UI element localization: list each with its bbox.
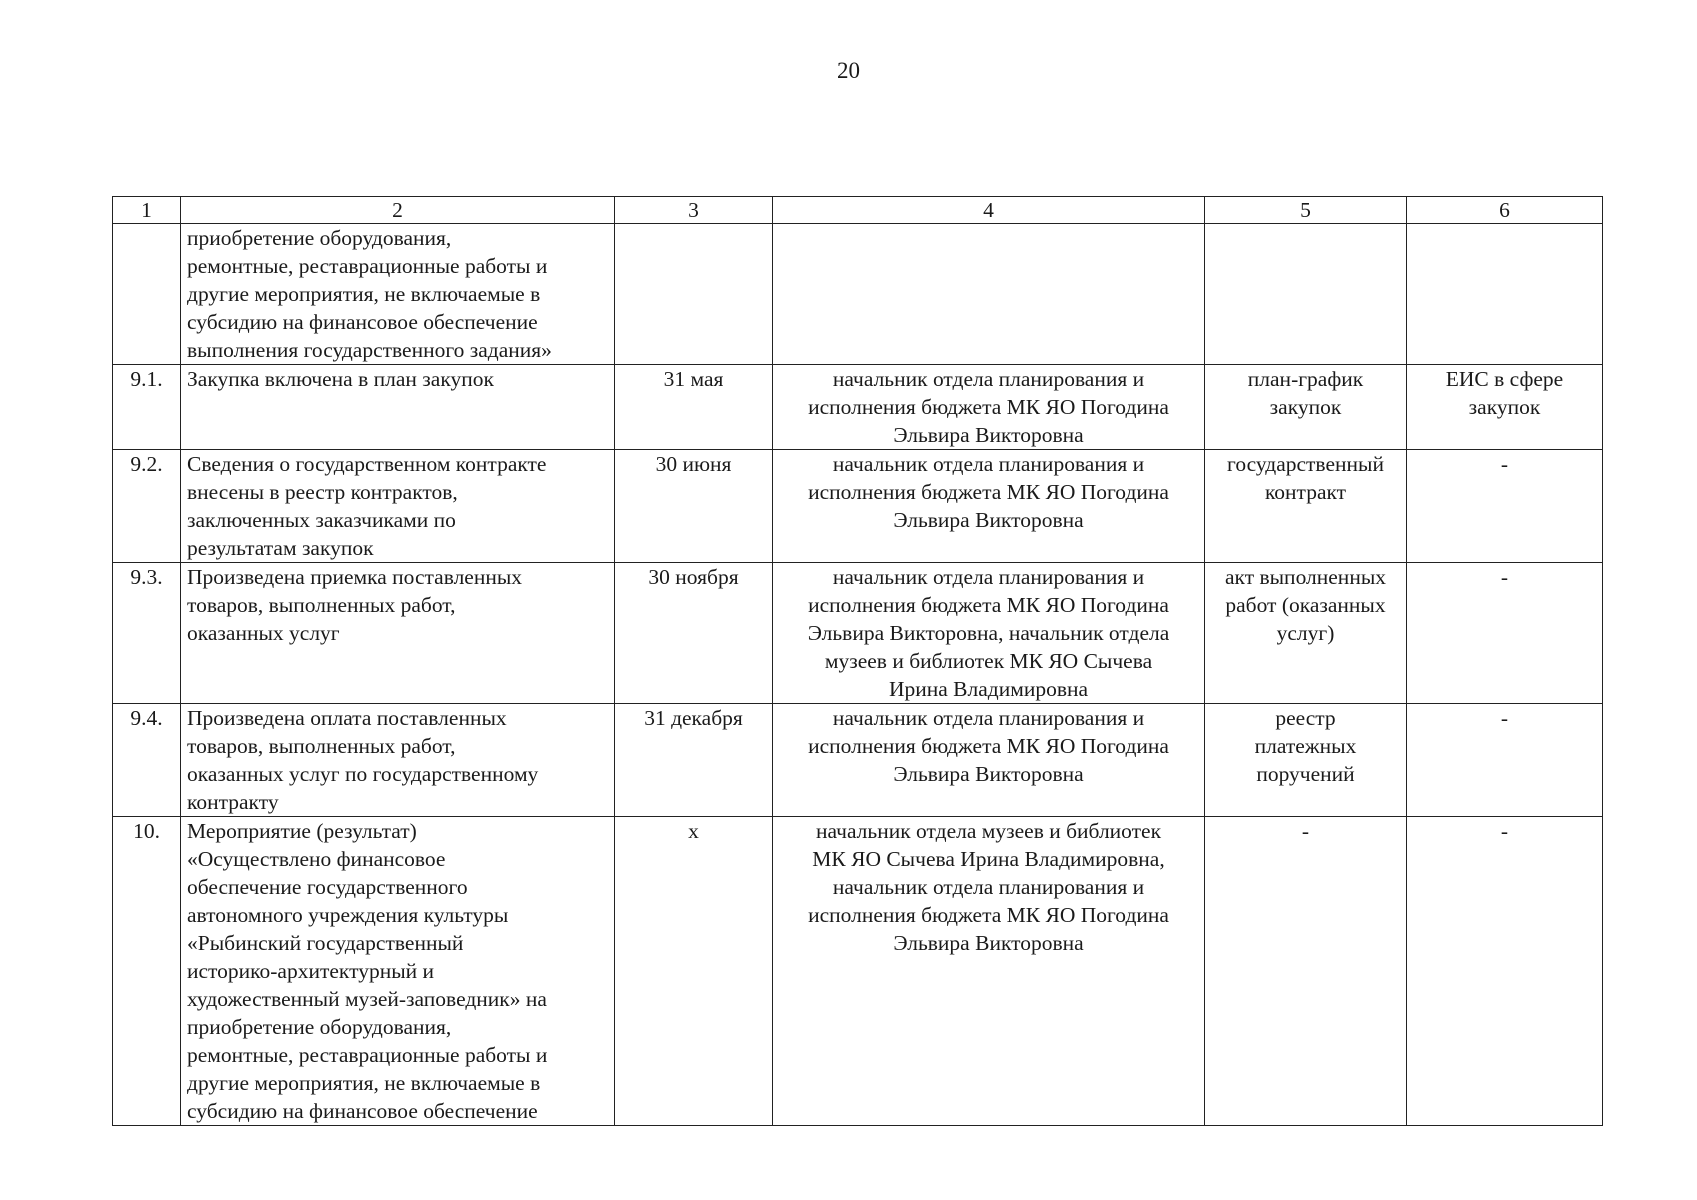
document-text-line: услуг) <box>1276 621 1335 645</box>
responsible-text-line: начальник отдела планирования и <box>832 706 1145 730</box>
activity-text-line: приобретение оборудования, <box>187 1015 452 1039</box>
header-cell: 6 <box>1407 197 1603 224</box>
document-text-line: - <box>1301 819 1310 843</box>
system-text-line: - <box>1500 565 1509 589</box>
header-cell: 3 <box>615 197 773 224</box>
responsible-cell <box>773 224 1205 365</box>
responsible-text-line: исполнения бюджета МК ЯО Погодина <box>808 903 1169 927</box>
activity-cell <box>181 817 615 1126</box>
responsible-text-line: начальник отдела планирования и <box>832 875 1145 899</box>
deadline-cell <box>615 224 773 365</box>
activity-text-line: художественный музей-заповедник» на <box>187 987 547 1011</box>
responsible-text-line: Эльвира Викторовна <box>893 931 1084 955</box>
row-number-cell: 9.4. <box>113 704 181 817</box>
system-cell <box>1407 817 1603 1126</box>
table-row <box>113 450 1603 563</box>
system-text-line: ЕИС в сфере <box>1445 367 1564 391</box>
header-cell: 4 <box>773 197 1205 224</box>
activity-text-line: заключенных заказчиками по <box>187 508 456 532</box>
deadline-cell: х <box>615 817 773 1126</box>
table-row <box>113 704 1603 817</box>
activity-cell <box>181 450 615 563</box>
document-text-line: закупок <box>1269 395 1342 419</box>
table-row <box>113 365 1603 450</box>
responsible-text-line: исполнения бюджета МК ЯО Погодина <box>808 734 1169 758</box>
deadline-cell: 30 ноября <box>615 563 773 704</box>
table-row <box>113 817 1603 1126</box>
activity-text-line: другие мероприятия, не включаемые в <box>187 282 541 306</box>
responsible-text-line: Ирина Владимировна <box>888 677 1089 701</box>
responsible-text-line: Эльвира Викторовна <box>893 762 1084 786</box>
responsible-text-line: музеев и библиотек МК ЯО Сычева <box>824 649 1153 673</box>
activity-text-line: товаров, выполненных работ, <box>187 593 456 617</box>
activity-text-line: ремонтные, реставрационные работы и <box>187 1043 548 1067</box>
header-cell: 2 <box>181 197 615 224</box>
activity-text-line: ремонтные, реставрационные работы и <box>187 254 548 278</box>
activity-text-line: Мероприятие (результат) <box>187 819 417 843</box>
responsible-text-line: МК ЯО Сычева Ирина Владимировна, <box>812 847 1165 871</box>
header-cell: 1 <box>113 197 181 224</box>
responsible-cell <box>773 563 1205 704</box>
activity-text-line: «Осуществлено финансовое <box>187 847 446 871</box>
page-number: 20 <box>837 58 860 83</box>
document-text-line: работ (оказанных <box>1225 593 1386 617</box>
system-text-line: - <box>1500 706 1509 730</box>
responsible-cell <box>773 450 1205 563</box>
activity-text-line: внесены в реестр контрактов, <box>187 480 458 504</box>
activity-text-line: автономного учреждения культуры <box>187 903 509 927</box>
row-number-cell <box>113 224 181 365</box>
responsible-text-line: исполнения бюджета МК ЯО Погодина <box>808 395 1169 419</box>
row-number-cell: 9.2. <box>113 450 181 563</box>
activity-cell <box>181 224 615 365</box>
responsible-cell <box>773 365 1205 450</box>
responsible-cell <box>773 704 1205 817</box>
activity-text-line: товаров, выполненных работ, <box>187 734 456 758</box>
system-text-line: закупок <box>1468 395 1541 419</box>
responsible-text-line: исполнения бюджета МК ЯО Погодина <box>808 480 1169 504</box>
document-text-line: акт выполненных <box>1224 565 1387 589</box>
row-number-cell: 9.3. <box>113 563 181 704</box>
system-text-line: - <box>1500 452 1509 476</box>
responsible-cell <box>773 817 1205 1126</box>
system-cell <box>1407 365 1603 450</box>
responsible-text-line: Эльвира Викторовна, начальник отдела <box>807 621 1170 645</box>
activity-text-line: другие мероприятия, не включаемые в <box>187 1071 541 1095</box>
responsible-text-line: Эльвира Викторовна <box>893 423 1084 447</box>
activity-text-line: Закупка включена в план закупок <box>187 367 494 391</box>
document-text-line: контракт <box>1264 480 1347 504</box>
activity-text-line: оказанных услуг <box>187 621 340 645</box>
system-text-line: - <box>1500 819 1509 843</box>
system-cell <box>1407 224 1603 365</box>
deadline-cell: 31 декабря <box>615 704 773 817</box>
activity-cell <box>181 563 615 704</box>
document-cell <box>1205 365 1407 450</box>
system-cell <box>1407 563 1603 704</box>
activity-text-line: приобретение оборудования, <box>187 226 452 250</box>
activity-text-line: субсидию на финансовое обеспечение <box>187 310 538 334</box>
header-cell: 5 <box>1205 197 1407 224</box>
activity-text-line: Сведения о государственном контракте <box>187 452 547 476</box>
activity-text-line: Произведена приемка поставленных <box>187 565 523 589</box>
responsible-text-line: Эльвира Викторовна <box>893 508 1084 532</box>
table-header-row <box>113 197 1603 224</box>
deadline-cell: 30 июня <box>615 450 773 563</box>
activity-text-line: историко-архитектурный и <box>187 959 435 983</box>
activity-text-line: субсидию на финансовое обеспечение <box>187 1099 538 1123</box>
responsible-text-line: начальник отдела музеев и библиотек <box>815 819 1162 843</box>
row-number-cell: 10. <box>113 817 181 1126</box>
plan-table <box>112 196 1603 1126</box>
system-cell <box>1407 450 1603 563</box>
system-cell <box>1407 704 1603 817</box>
document-cell <box>1205 563 1407 704</box>
activity-text-line: результатам закупок <box>187 536 374 560</box>
activity-cell <box>181 704 615 817</box>
row-number-cell: 9.1. <box>113 365 181 450</box>
activity-text-line: «Рыбинский государственный <box>187 931 464 955</box>
activity-text-line: Произведена оплата поставленных <box>187 706 507 730</box>
activity-text-line: обеспечение государственного <box>187 875 468 899</box>
document-cell <box>1205 704 1407 817</box>
document-text-line: государственный <box>1227 452 1384 476</box>
document-text-line: платежных <box>1254 734 1357 758</box>
activity-text-line: выполнения государственного задания» <box>187 338 552 362</box>
document-text-line: план-график <box>1247 367 1364 391</box>
deadline-cell: 31 мая <box>615 365 773 450</box>
activity-cell <box>181 365 615 450</box>
responsible-text-line: начальник отдела планирования и <box>832 367 1145 391</box>
activity-text-line: оказанных услуг по государственному <box>187 762 539 786</box>
document-text-line: реестр <box>1275 706 1336 730</box>
responsible-text-line: исполнения бюджета МК ЯО Погодина <box>808 593 1169 617</box>
document-text-line: поручений <box>1256 762 1355 786</box>
document-cell <box>1205 450 1407 563</box>
activity-text-line: контракту <box>187 790 279 814</box>
document-cell <box>1205 224 1407 365</box>
responsible-text-line: начальник отдела планирования и <box>832 452 1145 476</box>
document-cell <box>1205 817 1407 1126</box>
table-row <box>113 224 1603 365</box>
responsible-text-line: начальник отдела планирования и <box>832 565 1145 589</box>
table-row <box>113 563 1603 704</box>
